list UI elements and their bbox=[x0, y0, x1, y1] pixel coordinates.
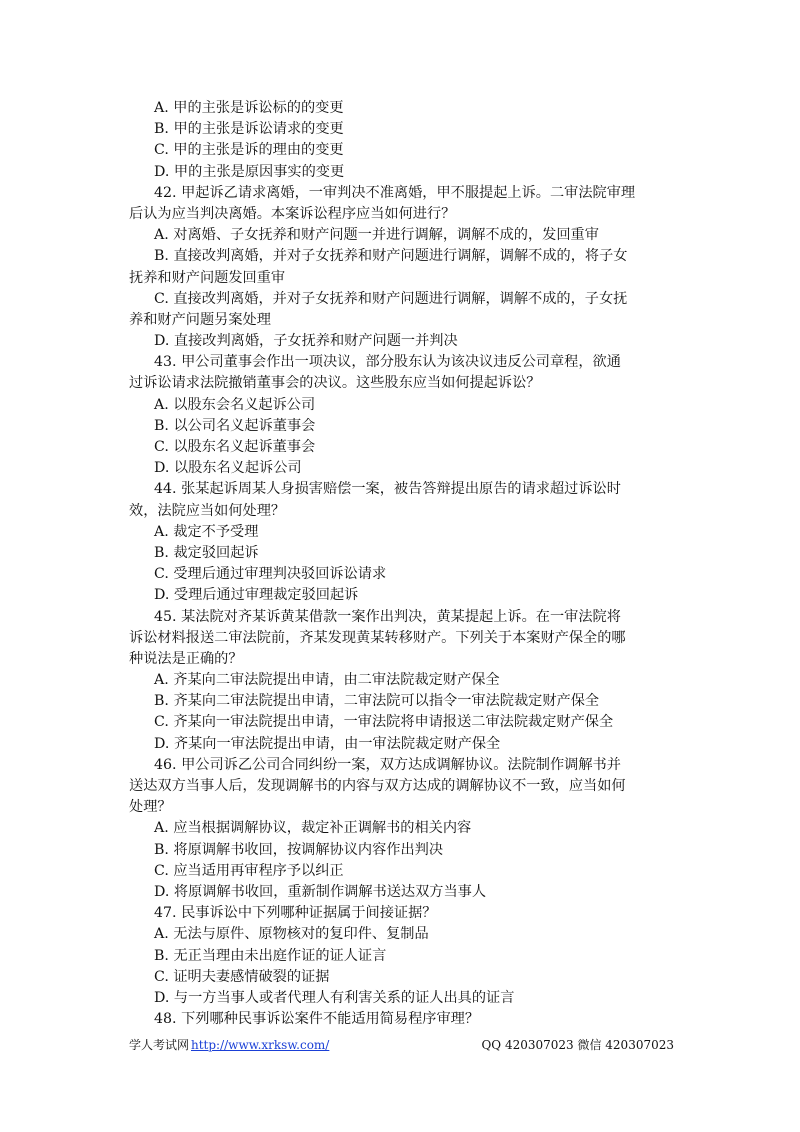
answer-option: B. 直接改判离婚，并对子女抚养和财产问题进行调解，调解不成的，将子女 bbox=[154, 248, 628, 265]
answer-option: C. 受理后通过审理判决驳回诉讼请求 bbox=[154, 566, 387, 583]
answer-option: D. 将原调解书收回，重新制作调解书送达双方当事人 bbox=[154, 883, 487, 900]
question-text: 46. 甲公司诉乙公司合同纠纷一案，双方达成调解协议。法院制作调解书并 bbox=[154, 756, 621, 773]
answer-option: D. 与一方当事人或者代理人有利害关系的证人出具的证言 bbox=[154, 989, 515, 1006]
question-text: 47. 民事诉讼中下列哪种证据属于间接证据？ bbox=[154, 905, 437, 922]
footer-contact: QQ 420307023 微信 420307023 bbox=[481, 1038, 674, 1052]
answer-option: A. 甲的主张是诉讼标的的变更 bbox=[154, 100, 344, 116]
answer-option: A. 以股东会名义起诉公司 bbox=[154, 396, 316, 413]
question-text: 42. 甲起诉乙请求离婚，一审判决不准离婚，甲不服提起上诉。二审法院审理 bbox=[154, 184, 636, 201]
answer-option: C. 直接改判离婚，并对子女抚养和财产问题进行调解，调解不成的，子女抚 bbox=[154, 290, 628, 307]
answer-option: B. 甲的主张是诉讼请求的变更 bbox=[154, 121, 344, 138]
answer-option: D. 受理后通过审理裁定驳回起诉 bbox=[154, 587, 359, 604]
answer-option: A. 无法与原件、原物核对的复印件、复制品 bbox=[154, 926, 429, 943]
answer-option: A. 裁定不予受理 bbox=[154, 523, 259, 540]
question-text: 45. 某法院对齐某诉黄某借款一案作出判决，黄某提起上诉。在一审法院将 bbox=[154, 608, 621, 625]
question-text: 43. 甲公司董事会作出一项决议，部分股东认为该决议违反公司章程，欲通 bbox=[154, 354, 621, 371]
answer-option: B. 齐某向二审法院提出申请，二审法院可以指令一审法院裁定财产保全 bbox=[154, 693, 600, 710]
document-body bbox=[129, 98, 674, 1030]
footer-url-link[interactable]: http://www.xrksw.com/ bbox=[191, 1038, 330, 1052]
text-line: 过诉讼请求法院撤销董事会的决议。这些股东应当如何提起诉讼？ bbox=[129, 375, 541, 392]
text-line: 养和财产问题另案处理 bbox=[129, 311, 271, 328]
answer-option: C. 以股东名义起诉董事会 bbox=[154, 439, 316, 455]
footer-site-name: 学人考试网 bbox=[129, 1038, 190, 1052]
answer-option: C. 证明夫妻感情破裂的证据 bbox=[154, 968, 330, 985]
answer-option: A. 齐某向二审法院提出申请，由二审法院裁定财产保全 bbox=[154, 672, 500, 689]
answer-option: C. 甲的主张是诉的理由的变更 bbox=[154, 142, 344, 159]
answer-option: B. 裁定驳回起诉 bbox=[154, 544, 259, 561]
text-line: 后认为应当判决离婚。本案诉讼程序应当如何进行？ bbox=[129, 205, 456, 222]
answer-option: B. 无正当理由未出庭作证的证人证言 bbox=[154, 947, 387, 964]
text-line: 抚养和财产问题发回重审 bbox=[129, 269, 286, 286]
text-line: 效，法院应当如何处理？ bbox=[129, 502, 286, 519]
text-line: 处理？ bbox=[129, 799, 172, 816]
question-text: 44. 张某起诉周某人身损害赔偿一案，被告答辩提出原告的请求超过诉讼时 bbox=[154, 481, 621, 498]
page-footer bbox=[129, 1036, 674, 1054]
answer-option: D. 甲的主张是原因事实的变更 bbox=[154, 163, 345, 180]
text-line: 诉讼材料报送二审法院前，齐某发现黄某转移财产。下列关于本案财产保全的哪 bbox=[129, 629, 626, 646]
question-text: 48. 下列哪种民事诉讼案件不能适用简易程序审理？ bbox=[154, 1011, 480, 1028]
text-line: 送达双方当事人后，发现调解书的内容与双方达成的调解协议不一致，应当如何 bbox=[129, 778, 626, 794]
text-line: 种说法是正确的？ bbox=[129, 650, 243, 667]
answer-option: C. 齐某向一审法院提出申请，一审法院将申请报送二审法院裁定财产保全 bbox=[154, 714, 614, 731]
answer-option: B. 将原调解书收回，按调解协议内容作出判决 bbox=[154, 841, 444, 858]
answer-option: A. 对离婚、子女抚养和财产问题一并进行调解，调解不成的，发回重审 bbox=[154, 227, 599, 244]
answer-option: B. 以公司名义起诉董事会 bbox=[154, 417, 316, 434]
answer-option: A. 应当根据调解协议，裁定补正调解书的相关内容 bbox=[154, 820, 472, 837]
answer-option: D. 以股东名义起诉公司 bbox=[154, 460, 302, 477]
answer-option: D. 直接改判离婚，子女抚养和财产问题一并判决 bbox=[154, 333, 458, 350]
answer-option: C. 应当适用再审程序予以纠正 bbox=[154, 862, 344, 879]
answer-option: D. 齐某向一审法院提出申请，由一审法院裁定财产保全 bbox=[154, 735, 501, 752]
